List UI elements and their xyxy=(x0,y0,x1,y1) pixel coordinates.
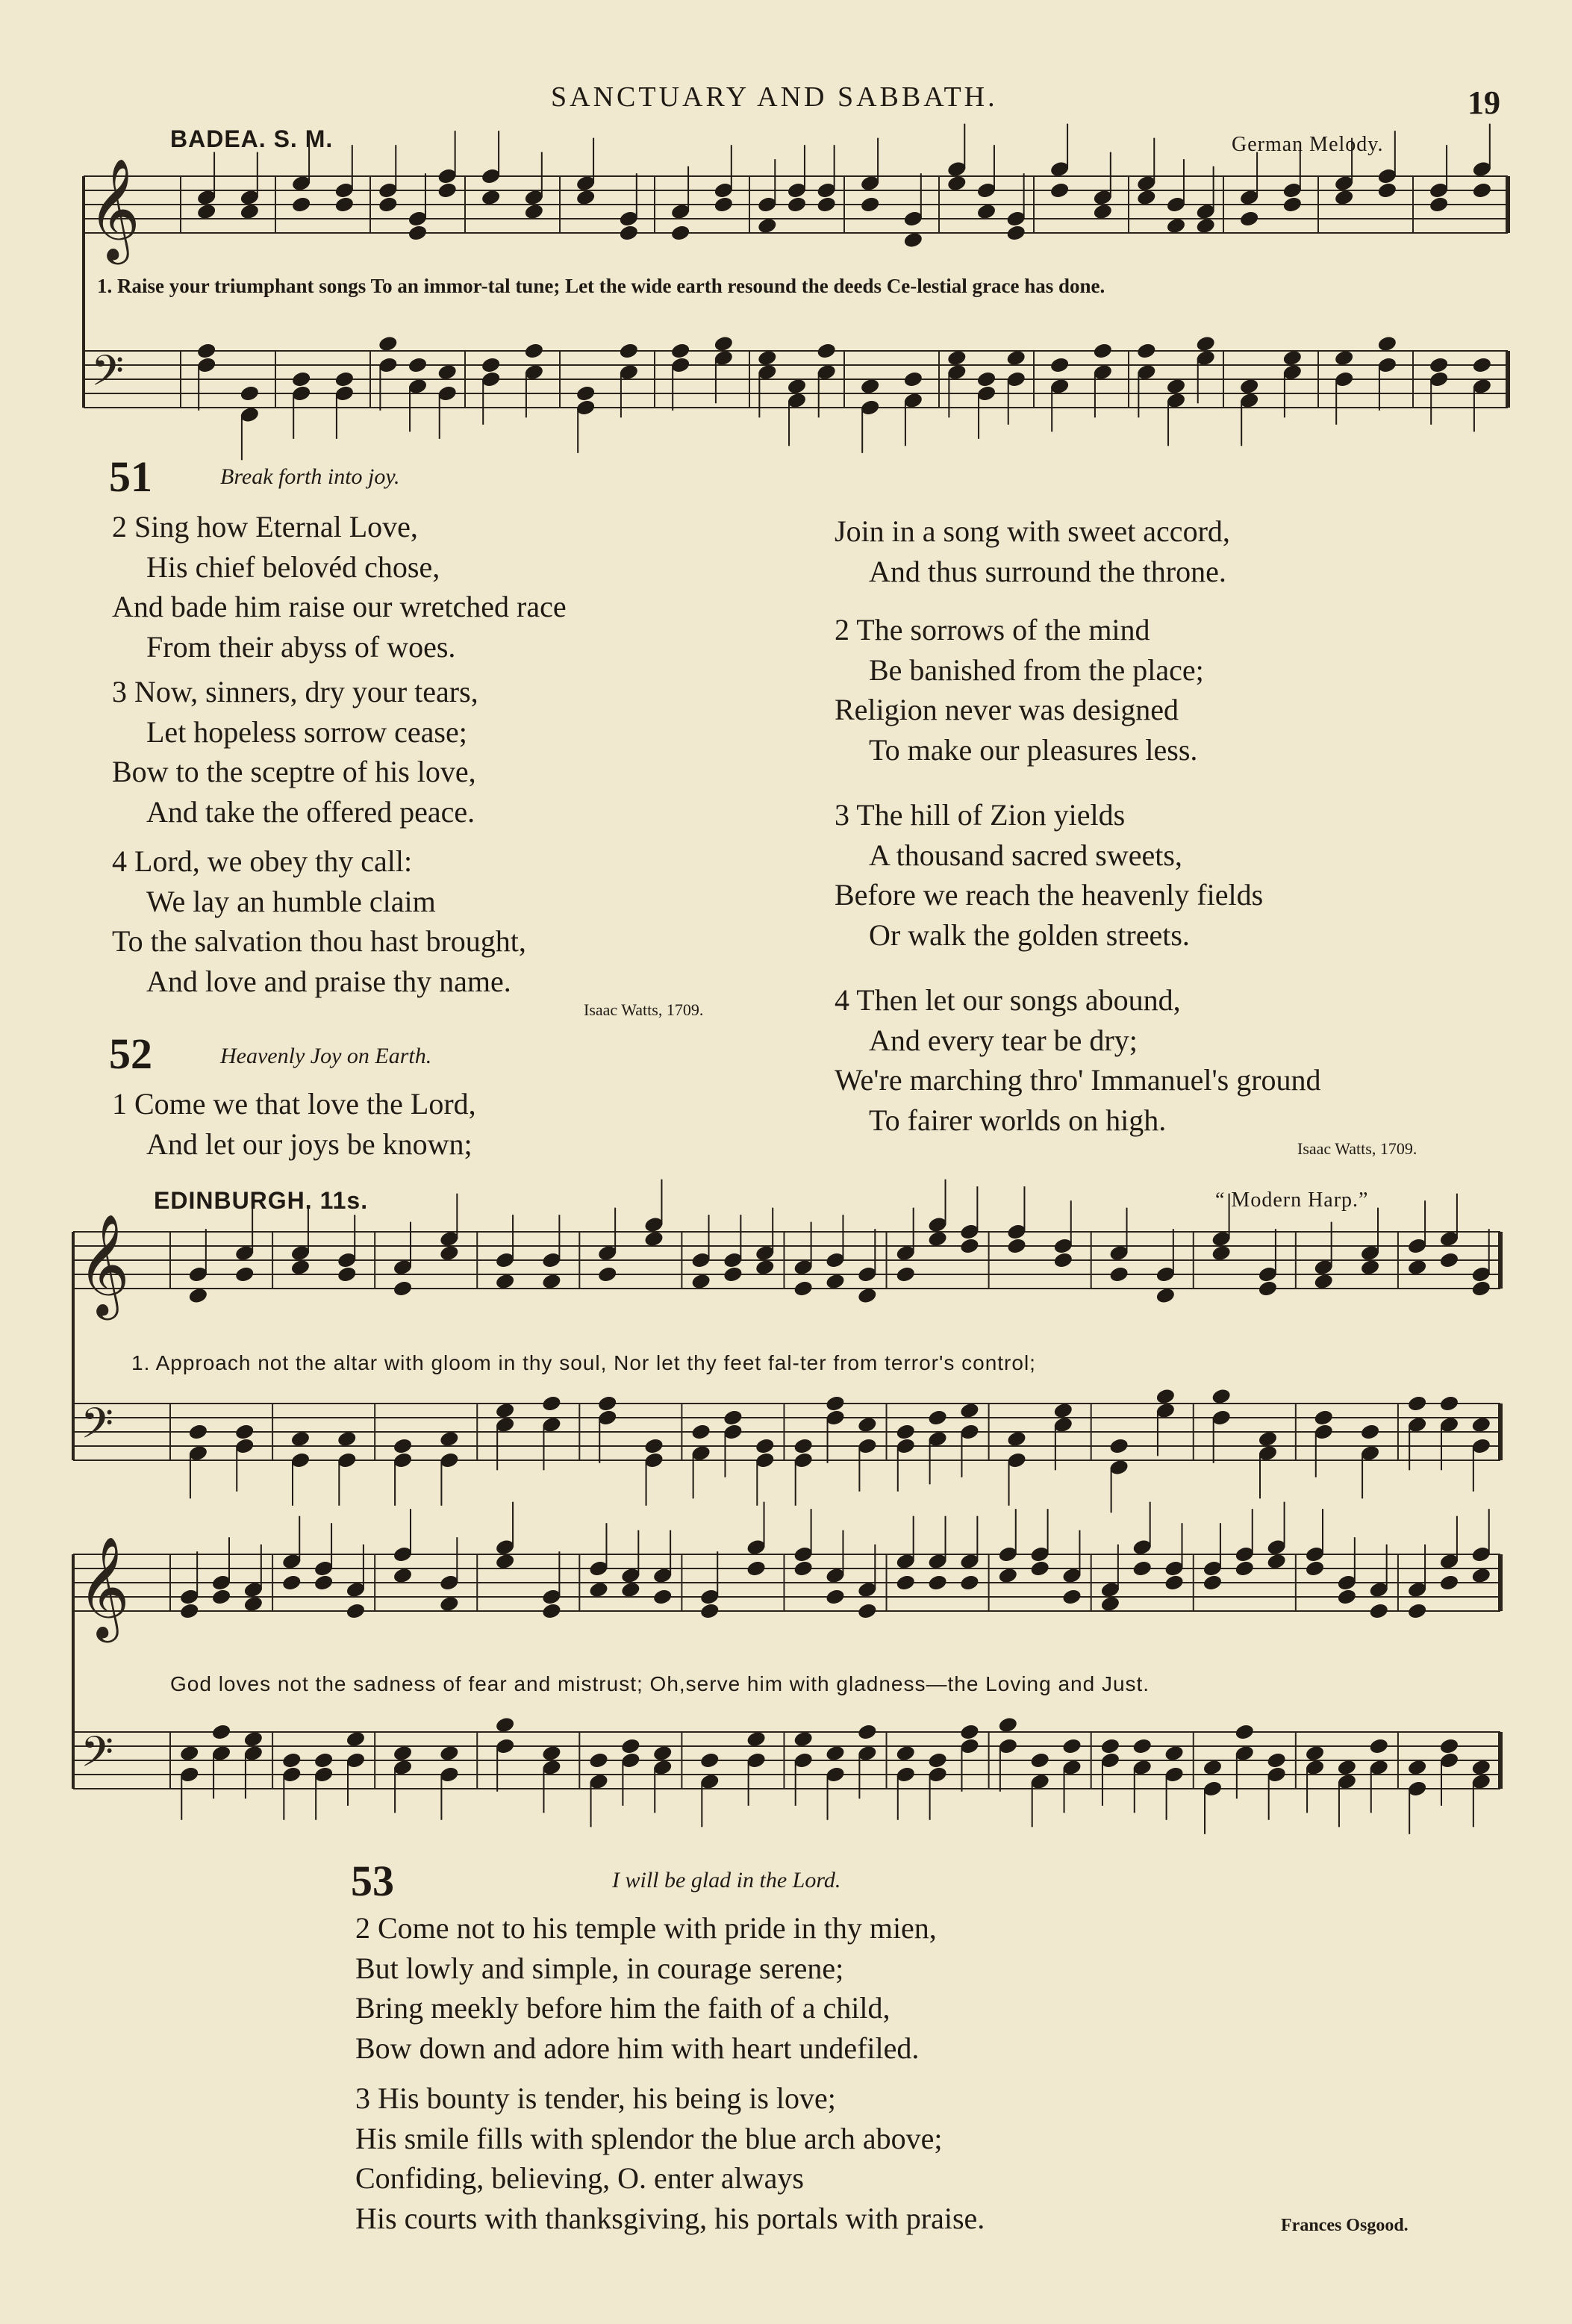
edinburgh-2-notehead xyxy=(746,1730,767,1748)
badea-notehead xyxy=(670,224,691,242)
edinburgh-2-notehead xyxy=(1470,1566,1491,1584)
edinburgh-2-notehead xyxy=(1305,1744,1326,1762)
edinburgh-1-notehead xyxy=(1211,1244,1232,1262)
badea-notehead xyxy=(1092,202,1113,220)
badea-notehead xyxy=(1471,181,1492,199)
edinburgh-1-notehead xyxy=(1438,1395,1459,1412)
edinburgh-1-notehead xyxy=(1052,1401,1073,1419)
badea-notehead xyxy=(1334,349,1355,367)
badea-notehead xyxy=(1471,356,1492,374)
badea-notehead xyxy=(378,196,399,214)
edinburgh-2-notehead xyxy=(281,1574,302,1592)
edinburgh-2-notehead xyxy=(1368,1737,1389,1755)
badea-notehead xyxy=(670,342,691,360)
badea-notehead xyxy=(787,196,808,214)
hymn-number-51: 51 xyxy=(109,452,152,501)
edinburgh-1-notehead xyxy=(690,1272,711,1290)
edinburgh-2-notehead xyxy=(345,1602,366,1620)
edinburgh-2-notehead xyxy=(793,1730,814,1748)
edinburgh-1-notehead xyxy=(690,1423,711,1441)
edinburgh-2-notehead xyxy=(495,1552,516,1570)
tune-source-badea: German Melody. xyxy=(1232,133,1384,156)
edinburgh-1-notehead xyxy=(755,1258,776,1276)
edinburgh-1-notehead xyxy=(1006,1430,1027,1448)
badea-notehead xyxy=(1005,224,1026,242)
music-system-edinburgh-1 xyxy=(73,1180,1500,1513)
edinburgh-1-notehead xyxy=(290,1258,311,1276)
edinburgh-2-notehead xyxy=(1407,1602,1428,1620)
hymn-title-53: I will be glad in the Lord. xyxy=(612,1868,841,1892)
edinburgh-1-notehead xyxy=(597,1395,618,1412)
edinburgh-2-notehead xyxy=(825,1744,846,1762)
hymn-title-51: Break forth into joy. xyxy=(220,464,400,489)
hymn-52-verse-2: 2 The sorrows of the mind Be banished from the place; Religion never was designed To make our pleasures less. xyxy=(835,613,1204,767)
edinburgh-2-notehead xyxy=(1100,1595,1120,1613)
edinburgh-1-notehead xyxy=(439,1244,460,1262)
badea-notehead xyxy=(1166,377,1187,395)
edinburgh-2-notehead xyxy=(997,1716,1018,1733)
badea-notehead xyxy=(481,188,502,206)
music-system-edinburgh-2 xyxy=(73,1502,1500,1834)
edinburgh-2-notehead xyxy=(1029,1560,1050,1577)
badea-notehead xyxy=(902,370,923,388)
edinburgh-1-notehead xyxy=(857,1415,878,1433)
edinburgh-1-notehead xyxy=(895,1265,916,1283)
edinburgh-1-notehead xyxy=(234,1423,255,1441)
edinburgh-2-notehead xyxy=(997,1566,1018,1584)
badea-notehead xyxy=(523,342,544,360)
badea-notehead xyxy=(1282,196,1303,214)
badea-notehead xyxy=(334,370,355,388)
edinburgh-2-notehead xyxy=(1438,1737,1459,1755)
edinburgh-1-notehead xyxy=(643,1437,664,1455)
badea-notehead xyxy=(576,384,596,402)
badea-notehead xyxy=(1239,210,1260,228)
edinburgh-1-notehead xyxy=(825,1395,846,1412)
edinburgh-2-notehead xyxy=(652,1588,673,1606)
edinburgh-1-notehead xyxy=(337,1430,358,1448)
hymn-52-verse-1-start: 1 Come we that love the Lord, And let our joys be known; xyxy=(112,1087,476,1161)
tune-lyric-edinburgh-1: 1. Approach not the altar with gloom in thy soul, Nor let thy feet fal-ter from terror's control; xyxy=(131,1351,1036,1374)
edinburgh-1-notehead xyxy=(793,1280,814,1297)
edinburgh-2-treble-clef: 𝄞 xyxy=(78,1536,130,1638)
badea-notehead xyxy=(481,356,502,374)
hymn-52-verse-4: 4 Then let our songs abound, And every tear be dry; We're marching thro' Immanuel's ground To fairer worlds on high. xyxy=(835,983,1321,1137)
edinburgh-2-notehead xyxy=(314,1574,334,1592)
edinburgh-2-notehead xyxy=(439,1744,460,1762)
badea-notehead xyxy=(1239,377,1260,395)
badea-notehead xyxy=(757,349,778,367)
badea-notehead xyxy=(437,363,458,381)
edinburgh-2-notehead xyxy=(1470,1758,1491,1776)
hymn-53-verse-3: 3 His bounty is tender, his being is love; His smile fills with splendor the blue arch above; Confiding, believing, O. enter always His courts with thanksgiving, his portals with praise. xyxy=(355,2081,985,2235)
edinburgh-2-notehead xyxy=(541,1602,562,1620)
badea-bass-clef: 𝄢 xyxy=(91,347,124,406)
edinburgh-1-notehead xyxy=(337,1265,358,1283)
edinburgh-2-notehead xyxy=(1164,1574,1185,1592)
badea-notehead xyxy=(816,342,837,360)
badea-notehead xyxy=(1334,188,1355,206)
edinburgh-2-notehead xyxy=(746,1560,767,1577)
edinburgh-2-notehead xyxy=(1407,1758,1428,1776)
edinburgh-2-notehead xyxy=(1234,1723,1255,1741)
edinburgh-2-notehead xyxy=(895,1574,916,1592)
badea-notehead xyxy=(1005,349,1026,367)
edinburgh-2-notehead xyxy=(652,1744,673,1762)
edinburgh-2-notehead xyxy=(699,1602,720,1620)
page-number: 19 xyxy=(1467,84,1500,121)
edinburgh-2-notehead xyxy=(1438,1574,1459,1592)
edinburgh-1-notehead xyxy=(959,1237,980,1255)
edinburgh-1-notehead xyxy=(541,1395,562,1412)
tune-name-badea: BADEA. S. M. xyxy=(170,125,334,152)
edinburgh-2-notehead xyxy=(179,1744,200,1762)
edinburgh-1-notehead xyxy=(1006,1237,1027,1255)
badea-notehead xyxy=(291,370,312,388)
badea-notehead xyxy=(576,188,596,206)
badea-notehead xyxy=(291,196,312,214)
edinburgh-1-notehead xyxy=(1313,1272,1334,1290)
badea-notehead xyxy=(1195,216,1216,234)
edinburgh-2-notehead xyxy=(825,1588,846,1606)
badea-notehead xyxy=(239,202,260,220)
edinburgh-2-notehead xyxy=(1336,1758,1357,1776)
badea-notehead xyxy=(1429,196,1450,214)
hymn-52-verse-3: 3 The hill of Zion yields A thousand sacred sweets, Before we reach the heavenly fields Or walk the golden streets. xyxy=(835,798,1264,952)
edinburgh-2-notehead xyxy=(1061,1737,1082,1755)
edinburgh-1-notehead xyxy=(755,1437,776,1455)
edinburgh-1-notehead xyxy=(723,1265,743,1283)
edinburgh-2-notehead xyxy=(179,1602,200,1620)
badea-notehead xyxy=(618,342,639,360)
edinburgh-1-notehead xyxy=(1470,1280,1491,1297)
edinburgh-2-notehead xyxy=(1100,1737,1120,1755)
edinburgh-2-notehead xyxy=(1266,1751,1287,1769)
badea-notehead xyxy=(408,224,428,242)
badea-notehead xyxy=(378,334,399,352)
edinburgh-2-notehead xyxy=(588,1580,609,1598)
badea-notehead xyxy=(757,216,778,234)
edinburgh-1-notehead xyxy=(959,1401,980,1419)
hymn-53-attribution: Frances Osgood. xyxy=(1281,2216,1409,2235)
badea-notehead xyxy=(1092,342,1113,360)
hymn-number-53: 53 xyxy=(351,1857,394,1905)
edinburgh-2-notehead xyxy=(1368,1602,1389,1620)
edinburgh-2-notehead xyxy=(495,1716,516,1733)
edinburgh-1-notehead xyxy=(1360,1258,1381,1276)
badea-notehead xyxy=(946,174,967,192)
edinburgh-1-notehead xyxy=(187,1423,208,1441)
hymn-51-attribution: Isaac Watts, 1709. xyxy=(584,1000,704,1019)
edinburgh-1-notehead xyxy=(723,1409,743,1427)
edinburgh-1-notehead xyxy=(1108,1265,1129,1283)
badea-notehead xyxy=(1376,181,1397,199)
edinburgh-1-notehead xyxy=(825,1272,846,1290)
edinburgh-2-notehead xyxy=(1132,1560,1153,1577)
running-header: SANCTUARY AND SABBATH. xyxy=(551,81,998,113)
edinburgh-2-notehead xyxy=(857,1723,878,1741)
badea-notehead xyxy=(713,196,734,214)
edinburgh-2-bass-clef: 𝄢 xyxy=(81,1728,113,1787)
edinburgh-2-notehead xyxy=(393,1566,414,1584)
edinburgh-1-notehead xyxy=(1052,1251,1073,1269)
edinburgh-2-notehead xyxy=(243,1730,263,1748)
edinburgh-1-notehead xyxy=(793,1437,814,1455)
edinburgh-2-notehead xyxy=(1305,1560,1326,1577)
edinburgh-1-treble-clef: 𝄞 xyxy=(78,1213,130,1315)
badea-notehead xyxy=(976,202,997,220)
edinburgh-1-notehead xyxy=(1257,1430,1278,1448)
badea-notehead xyxy=(1136,342,1157,360)
tune-name-edinburgh: EDINBURGH. 11s. xyxy=(154,1187,369,1214)
edinburgh-1-notehead xyxy=(393,1437,414,1455)
edinburgh-1-notehead xyxy=(187,1286,208,1304)
edinburgh-2-notehead xyxy=(1202,1758,1223,1776)
edinburgh-1-notehead xyxy=(1407,1258,1428,1276)
badea-notehead xyxy=(1049,181,1070,199)
edinburgh-2-notehead xyxy=(588,1751,609,1769)
edinburgh-1-notehead xyxy=(1155,1387,1176,1405)
badea-notehead xyxy=(1166,216,1187,234)
badea-notehead xyxy=(1195,334,1216,352)
edinburgh-2-notehead xyxy=(541,1744,562,1762)
hymn-52-verse-1-end: Join in a song with sweet accord, And thus surround the throne. xyxy=(835,514,1230,588)
tune-lyric-badea: 1. Raise your triumphant songs To an immor-tal tune; Let the wide earth resound the deeds Ce-lestial grace has done. xyxy=(97,275,1105,297)
badea-notehead xyxy=(860,377,881,395)
hymn-51-verse-3: 3 Now, sinners, dry your tears, Let hopeless sorrow cease; Bow to the sceptre of his love, And take the offered peace. xyxy=(112,675,478,829)
edinburgh-2-notehead xyxy=(393,1744,414,1762)
edinburgh-2-notehead xyxy=(439,1595,460,1613)
hymn-number-52: 52 xyxy=(109,1029,152,1078)
edinburgh-2-notehead xyxy=(1029,1751,1050,1769)
edinburgh-1-notehead xyxy=(439,1430,460,1448)
edinburgh-2-notehead xyxy=(857,1602,878,1620)
edinburgh-1-notehead xyxy=(541,1272,562,1290)
edinburgh-2-notehead xyxy=(1202,1574,1223,1592)
badea-notehead xyxy=(334,196,355,214)
edinburgh-2-notehead xyxy=(211,1588,232,1606)
edinburgh-2-notehead xyxy=(1164,1744,1185,1762)
edinburgh-1-notehead xyxy=(1155,1286,1176,1304)
edinburgh-1-notehead xyxy=(495,1272,516,1290)
edinburgh-2-notehead xyxy=(345,1730,366,1748)
badea-notehead xyxy=(1136,188,1157,206)
edinburgh-2-notehead xyxy=(1132,1737,1153,1755)
badea-notehead xyxy=(860,196,881,214)
tune-source-edinburgh: “ Modern Harp.” xyxy=(1215,1189,1369,1212)
edinburgh-2-notehead xyxy=(211,1723,232,1741)
badea-notehead xyxy=(946,349,967,367)
edinburgh-1-notehead xyxy=(495,1401,516,1419)
badea-notehead xyxy=(902,231,923,249)
edinburgh-1-notehead xyxy=(393,1280,414,1297)
edinburgh-1-notehead xyxy=(597,1265,618,1283)
edinburgh-1-notehead xyxy=(290,1430,311,1448)
badea-notehead xyxy=(196,342,217,360)
edinburgh-1-notehead xyxy=(1360,1423,1381,1441)
edinburgh-2-notehead xyxy=(927,1574,948,1592)
edinburgh-1-notehead xyxy=(927,1230,948,1247)
edinburgh-2-notehead xyxy=(243,1595,263,1613)
edinburgh-1-notehead xyxy=(1407,1395,1428,1412)
hymn-53-verse-2: 2 Come not to his temple with pride in thy mien, But lowly and simple, in courage serene; Bring meekly before him the faith of a child, Bow down and adore him with heart undefiled. xyxy=(355,1911,937,2065)
badea-notehead xyxy=(1376,334,1397,352)
edinburgh-2-notehead xyxy=(1336,1588,1357,1606)
badea-notehead xyxy=(618,224,639,242)
badea-notehead xyxy=(713,334,734,352)
badea-notehead xyxy=(523,202,544,220)
edinburgh-2-notehead xyxy=(895,1744,916,1762)
edinburgh-1-notehead xyxy=(1211,1387,1232,1405)
badea-notehead xyxy=(816,196,837,214)
badea-notehead xyxy=(1282,349,1303,367)
edinburgh-2-notehead xyxy=(959,1574,980,1592)
edinburgh-2-notehead xyxy=(314,1751,334,1769)
edinburgh-2-notehead xyxy=(620,1737,641,1755)
badea-notehead xyxy=(1429,356,1450,374)
edinburgh-1-notehead xyxy=(234,1265,255,1283)
edinburgh-1-notehead xyxy=(643,1230,664,1247)
badea-notehead xyxy=(976,370,997,388)
hymn-51-verse-4: 4 Lord, we obey thy call: We lay an humble claim To the salvation thou hast brought, And love and praise thy name. xyxy=(112,844,526,998)
hymn-52-attribution: Isaac Watts, 1709. xyxy=(1297,1139,1417,1158)
edinburgh-2-notehead xyxy=(620,1580,641,1598)
edinburgh-2-notehead xyxy=(793,1560,814,1577)
badea-notehead xyxy=(1049,356,1070,374)
badea-treble-clef: 𝄞 xyxy=(88,158,140,260)
edinburgh-2-notehead xyxy=(1061,1588,1082,1606)
edinburgh-2-notehead xyxy=(1234,1560,1255,1577)
edinburgh-1-bass-clef: 𝄢 xyxy=(81,1400,113,1459)
badea-notehead xyxy=(437,181,458,199)
edinburgh-2-notehead xyxy=(281,1751,302,1769)
edinburgh-1-notehead xyxy=(1470,1415,1491,1433)
tune-lyric-edinburgh-2: God loves not the sadness of fear and mistrust; Oh,serve him with gladness—the Loving and Just. xyxy=(170,1672,1150,1695)
edinburgh-1-notehead xyxy=(1257,1280,1278,1297)
edinburgh-1-notehead xyxy=(1313,1409,1334,1427)
edinburgh-1-notehead xyxy=(895,1423,916,1441)
edinburgh-2-notehead xyxy=(699,1751,720,1769)
edinburgh-2-notehead xyxy=(927,1751,948,1769)
badea-notehead xyxy=(239,384,260,402)
hymn-title-52: Heavenly Joy on Earth. xyxy=(220,1044,432,1068)
edinburgh-1-notehead xyxy=(927,1409,948,1427)
badea-notehead xyxy=(408,356,428,374)
badea-notehead xyxy=(196,202,217,220)
badea-notehead xyxy=(787,377,808,395)
edinburgh-1-notehead xyxy=(857,1286,878,1304)
edinburgh-2-notehead xyxy=(959,1723,980,1741)
edinburgh-1-notehead xyxy=(1108,1437,1129,1455)
hymn-51-verse-2: 2 Sing how Eternal Love, His chief belovéd chose, And bade him raise our wretched race From their abyss of woes. xyxy=(112,510,567,664)
edinburgh-1-notehead xyxy=(1438,1251,1459,1269)
edinburgh-2-notehead xyxy=(1266,1552,1287,1570)
